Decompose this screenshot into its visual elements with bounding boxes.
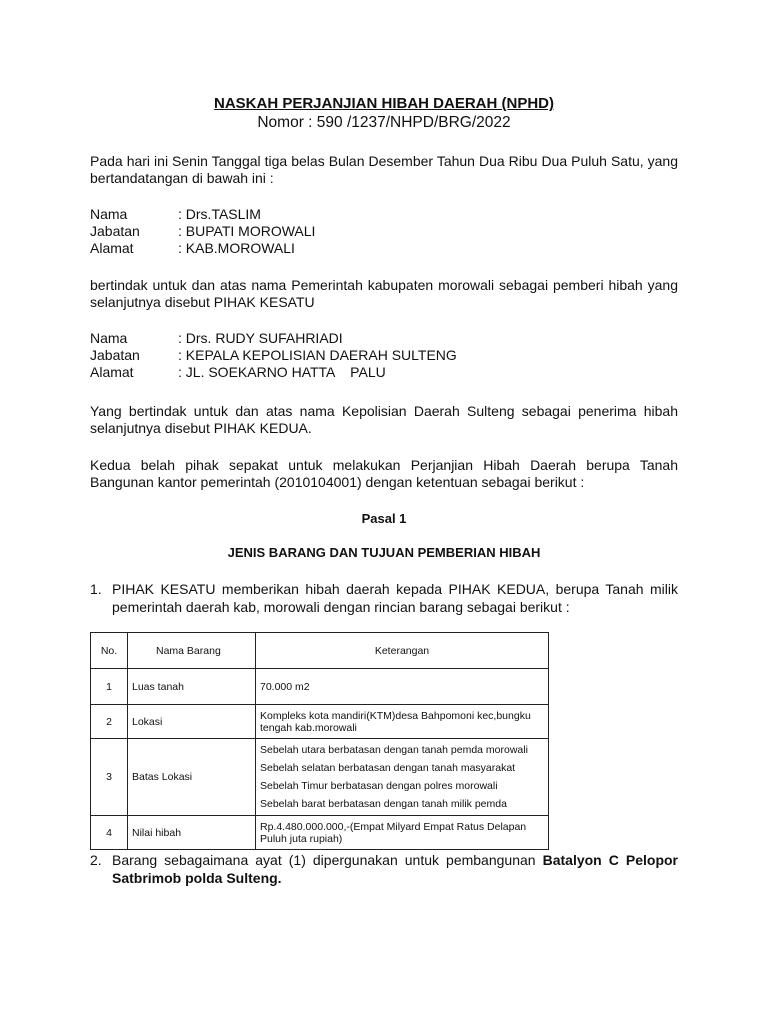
party1-position-row: [90, 223, 315, 240]
party1-details: [90, 206, 315, 257]
clause-number: 2.: [90, 852, 102, 868]
clause-item-2: [90, 851, 678, 887]
table-header-no: No.: [91, 633, 128, 669]
party1-name-row: [90, 206, 315, 223]
table-cell-name: Luas tanah: [128, 669, 256, 705]
boundary-east: Sebelah Timur berbatasan dengan polres morowali: [260, 780, 498, 792]
table-cell-no: 2: [91, 705, 128, 739]
field-value: : Drs.TASLIM: [178, 206, 261, 222]
table-cell-no: 3: [91, 739, 128, 816]
table-header-keterangan: Keterangan: [256, 633, 549, 669]
party2-statement: Yang bertindak untuk dan atas nama Kepolisian Daerah Sulteng sebagai penerima hibah selanjutnya disebut PIHAK KEDUA.: [90, 403, 678, 436]
party2-name-row: [90, 330, 457, 347]
party2-address-row: [90, 364, 457, 381]
asset-details-table: [90, 632, 549, 850]
party2-details: [90, 330, 457, 381]
pasal-heading: Pasal 1: [361, 511, 407, 526]
agreement-paragraph: Kedua belah pihak sepakat untuk melakukan Perjanjian Hibah Daerah berupa Tanah Bangunan kantor pemerintah (2010104001) dengan ketentuan sebagai berikut :: [90, 457, 678, 490]
boundary-north: Sebelah utara berbatasan dengan tanah pemda morowali: [260, 744, 528, 756]
field-label: Nama: [90, 206, 128, 222]
clause-text: PIHAK KESATU memberikan hibah daerah kepada PIHAK KEDUA, berupa Tanah milik pemerintah daerah kab, morowali dengan rincian barang sebagai berikut :: [112, 581, 678, 615]
table-cell-keterangan: Kompleks kota mandiri(KTM)desa Bahpomoni kec,bungku tengah kab.morowali: [256, 705, 549, 739]
party1-address-row: [90, 240, 315, 257]
document-page: [90, 0, 678, 1024]
table-row: [91, 705, 549, 739]
field-label: Alamat: [90, 364, 134, 380]
table-row: [91, 669, 549, 705]
pasal-title: JENIS BARANG DAN TUJUAN PEMBERIAN HIBAH: [227, 545, 541, 560]
field-label: Nama: [90, 330, 128, 346]
table-cell-name: Batas Lokasi: [128, 739, 256, 816]
clause-number: 1.: [90, 581, 102, 597]
field-label: Jabatan: [90, 223, 140, 239]
clause-text: Barang sebagaimana ayat (1) dipergunakan untuk pembangunan: [112, 852, 543, 868]
field-value: : BUPATI MOROWALI: [178, 223, 316, 239]
table-cell-name: Lokasi: [128, 705, 256, 739]
table-cell-name: Nilai hibah: [128, 816, 256, 850]
document-title: NASKAH PERJANJIAN HIBAH DAERAH (NPHD): [213, 95, 555, 112]
table-cell-no: 1: [91, 669, 128, 705]
table-cell-keterangan: Rp.4.480.000.000,-(Empat Milyard Empat Ratus Delapan Puluh juta rupiah): [256, 816, 549, 850]
boundary-west: Sebelah barat berbatasan dengan tanah milik pemda: [260, 798, 507, 810]
party2-position-row: [90, 347, 457, 364]
party1-statement: bertindak untuk dan atas nama Pemerintah kabupaten morowali sebagai pemberi hibah yang selanjutnya disebut PIHAK KESATU: [90, 277, 678, 310]
field-value: : Drs. RUDY SUFAHRIADI: [178, 330, 343, 346]
field-value: : JL. SOEKARNO HATTA PALU: [178, 364, 386, 380]
opening-paragraph: Pada hari ini Senin Tanggal tiga belas Bulan Desember Tahun Dua Ribu Dua Puluh Satu, yang bertandatangan di bawah ini :: [90, 153, 678, 186]
document-number: Nomor : 590 /1237/NHPD/BRG/2022: [257, 114, 511, 131]
table-row: [91, 739, 549, 816]
boundary-south: Sebelah selatan berbatasan dengan tanah masyarakat: [260, 762, 516, 774]
field-value: : KAB.MOROWALI: [178, 240, 295, 256]
table-header-name: Nama Barang: [128, 633, 256, 669]
field-label: Jabatan: [90, 347, 140, 363]
clause-text-bold: Batalyon C Pelopor Satbrimob polda Sulteng.: [112, 852, 678, 886]
table-row: [91, 816, 549, 850]
table-cell-no: 4: [91, 816, 128, 850]
table-cell-keterangan: [256, 739, 549, 816]
table-header-row: [91, 633, 549, 669]
field-value: : KEPALA KEPOLISIAN DAERAH SULTENG: [178, 347, 457, 363]
clause-text-wrapper: [112, 851, 678, 887]
field-label: Alamat: [90, 240, 134, 256]
table-cell-keterangan: 70.000 m2: [256, 669, 549, 705]
clause-item-1: [90, 580, 678, 616]
